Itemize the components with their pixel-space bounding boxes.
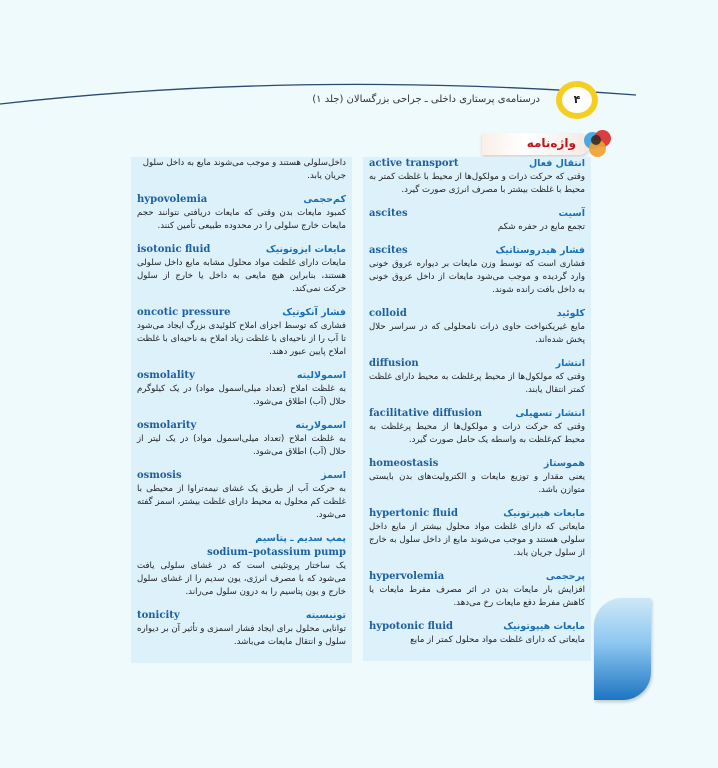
term-definition: مایعاتی که دارای غلظت مواد محلول بیشتر از مایع داخل سلولی هستند و موجب می‌شوند مایع از داخل سلول به خارج از سلول جریان یابد. [369,522,585,558]
glossary-entry [137,193,346,233]
term-english: oncotic pressure [137,307,231,318]
term-definition: به غلظت املاح (تعداد میلی‌اسمول مواد) در یک کیلوگرم حلال (آب) اطلاق می‌شود. [137,384,346,407]
glossary-entry [137,609,346,649]
term-definition: فشاری است که توسط وزن مایعات بر دیواره عروق خونی وارد گردیده و موجب می‌شود مایعات از داخل عروق خونی به داخل بافت رانده شوند. [369,259,585,295]
glossary-entry [137,306,346,359]
glossary-entry [369,457,585,497]
glossary-entry [369,407,585,447]
term-definition: به غلظت املاح (تعداد میلی‌اسمول مواد) در یک لیتر از حلال (آب) اطلاق می‌شود. [137,434,346,457]
term-persian: انتشار تسهیلی [515,408,585,419]
glossary-entry [369,307,585,347]
glossary-section-tab [482,133,590,155]
term-definition: یعنی مقدار و توزیع مایعات و الکترولیت‌های بدن بایستی متوازن باشد. [369,472,585,495]
term-english: osmolarity [137,420,197,431]
glossary-column-left [131,157,352,663]
term-definition: تجمع مایع در حفره شکم [497,222,585,232]
term-persian: هموستاز [543,458,585,469]
term-definition: مایع غیریکنواخت حاوی ذرات نامحلولی که در سراسر حلال پخش شده‌اند. [369,322,585,345]
term-english: hypovolemia [137,194,208,205]
term-persian: پمپ سدیم ـ پتاسیم [255,533,346,544]
term-persian: فشار هیدروستاتیک [495,245,585,256]
glossary-entry [369,620,585,647]
term-english: colloid [369,308,407,319]
term-english: hypotonic fluid [369,621,454,632]
term-english: sodium–potassium pump [207,547,346,558]
glossary-entry [369,157,585,197]
term-persian: فشار آنکوتیک [282,307,346,318]
term-english: tonicity [137,610,180,621]
term-persian: کلوئید [556,308,585,319]
term-persian: پرحجمی [545,571,585,582]
term-definition: وقتی که حرکت ذرات و مولکول‌ها از محیط با غلظت کمتر به محیط با غلظت بیشتر با مصرف انرژی صورت گیرد. [369,172,585,195]
glossary-entry [137,243,346,296]
term-persian: اسمولالیته [296,370,346,381]
term-definition: مایعاتی که دارای غلظت مواد محلول کمتر از مایع [410,635,585,645]
page-number: ۴ [556,81,598,119]
running-head-title: درسنامه‌ی پرستاری داخلی ـ جراحی بزرگسالان (جلد ۱) [312,94,540,105]
glossary-entry [369,207,585,234]
term-english: ascites [369,208,408,219]
section-title: واژه‌نامه [526,136,576,150]
term-persian: مایعات ایزوتونیک [265,244,346,255]
term-english: hypertonic fluid [369,508,458,519]
term-definition: فشاری که توسط اجزای املاح کلوئیدی بزرگ ایجاد می‌شود تا آب را از ناحیه‌ای با غلظت زیاد املاح به ناحیه‌ای با غلظت املاح پایین عبور دهند. [137,321,346,357]
color-circles-icon [582,130,618,160]
glossary-entry [137,369,346,409]
glossary-entry [137,532,346,599]
glossary-entry [369,507,585,560]
term-english: diffusion [369,358,419,369]
term-english: active transport [369,158,459,169]
term-definition: به حرکت آب از طریق یک غشای نیمه‌تراوا از محیطی با غلظت کم محلول به محیط دارای غلظت بیشتر، اسمز گفته می‌شود. [137,484,346,520]
glossary-entry [369,357,585,397]
term-definition: مایعات دارای غلظت مواد محلول مشابه مایع داخل سلولی هستند، بنابراین هیچ مایعی به داخل یا خارج از سلول حرکت نمی‌کند. [137,258,346,294]
term-persian: مایعات هیپوتونیک [503,621,585,632]
glossary-entry [137,419,346,459]
term-english: osmolality [137,370,195,381]
term-english: ascites [369,245,408,256]
continued-definition: داخل‌سلولی هستند و موجب می‌شوند مایع به داخل سلول جریان یابد. [142,158,346,181]
glossary-entry [369,570,585,610]
term-persian: کم‌حجمی [303,194,346,205]
term-persian: اسمز [321,470,346,481]
glossary-entry [369,244,585,297]
term-persian: اسمولاریته [295,420,346,431]
term-english: osmosis [137,470,182,481]
term-definition: یک ساختار پروتئینی است که در غشای سلولی یافت می‌شود که با مصرف انرژی، یون سدیم را از غشای سلول خارج و یون پتاسیم را به درون سلول می‌راند. [137,561,346,597]
term-definition: وقتی که حرکت ذرات و مولکول‌ها از محیط پرغلظت به محیط کم‌غلظت به واسطه یک حامل صورت گیرد. [369,422,585,445]
term-english: isotonic fluid [137,244,211,255]
decorative-blue-tab [594,598,651,700]
glossary-entry [137,469,346,522]
term-persian: آسیت [558,208,585,219]
term-definition: کمبود مایعات بدن وقتی که مایعات دریافتی نتوانند حجم مایعات خارج سلولی را در محدوده طبیعی تأمین کنند. [137,208,346,231]
term-definition: وقتی که مولکول‌ها از محیط پرغلظت به محیط دارای غلظت کمتر انتقال یابند. [369,372,585,395]
term-definition: توانایی محلول برای ایجاد فشار اسمزی و تأثیر آن بر دیواره سلول و انتقال مایعات می‌باشد. [137,624,346,647]
term-english: facilitative diffusion [369,408,483,419]
glossary-column-right [363,157,591,661]
term-persian: تونیسیته [305,610,346,621]
term-english: homeostasis [369,458,439,469]
term-definition: افزایش بار مایعات بدن در اثر مصرف مفرط مایعات یا کاهش مفرط دفع مایعات رخ می‌دهد. [369,585,585,608]
term-english: hypervolemia [369,571,445,582]
term-persian: مایعات هیپرتونیک [503,508,585,519]
term-persian: انتشار [555,358,585,369]
term-persian: انتقال فعال [528,158,585,169]
